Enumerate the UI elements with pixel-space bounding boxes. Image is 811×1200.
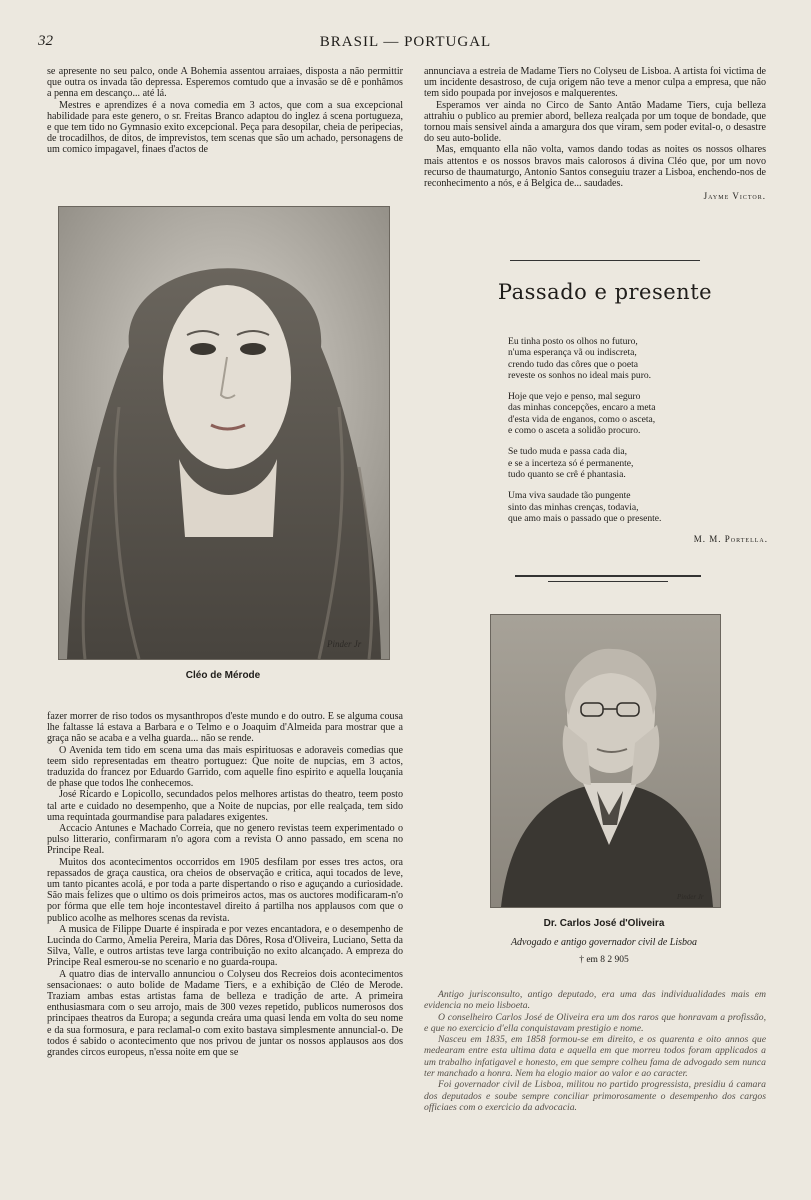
photographer-signature: Pinder Jr <box>677 893 704 901</box>
poem-stanza <box>508 490 768 524</box>
poem-stanza <box>508 446 768 480</box>
poem-line: e se a incerteza só é permanente, <box>508 457 634 469</box>
poem-line: reveste os sonhos no ideal mais puro. <box>508 369 652 381</box>
portrait-cleo-de-merode <box>58 206 390 660</box>
right-top-article <box>424 66 766 202</box>
paragraph: Foi governador civil de Lisboa, militou no partido progressista, presidiu á camara dos deputados e soube sempre conciliar primorosamente o desempenho dos cargos officiaes com o exercicio da advocacia. <box>424 1079 766 1113</box>
left-bottom-article <box>47 711 403 1058</box>
poem-line: Hoje que vejo e penso, mal seguro <box>508 391 641 403</box>
poem-stanza <box>508 391 768 436</box>
poem-line: das minhas concepções, encaro a meta <box>508 402 656 414</box>
divider <box>510 260 700 261</box>
portrait-caption: Cléo de Mérode <box>185 670 261 681</box>
photographer-signature: Pinder Jr <box>327 639 362 649</box>
left-top-article <box>47 66 403 156</box>
paragraph: Esperamos ver ainda no Circo de Santo Antão Madame Tiers, cuja belleza attrahiu o publico au premier abord, belleza realçada por um toque de bondade, que tornou mais sensivel ainda a amargura dos que viram, sem poder evital-o, o desastre do seu auto-bolide. <box>424 99 766 145</box>
portrait-illustration <box>491 615 720 907</box>
paragraph: Mas, emquanto ella não volta, vamos dando todas as noites os nossos olhares mais attentos e os nossos bravos mais calorosos á divina Cléo que, por um novo recurso de thaumaturgo, Antonio Santos conseguiu trazer a Lisboa, enchendo-nos de reconhecimento a nós, e á Belgica de... saudades. <box>424 144 766 190</box>
paragraph: Mestres e aprendizes é a nova comedia em 3 actos, que com a sua excepcional habilidade para este genero, o sr. Freitas Branco adaptou do inglez á scena portugueza, e que tem tido no Gymnasio exito excepcional. Peça para desopilar, cheia de peripecias, de trocadilhos, de ditos, de imprevistos, tem scenas que são um achado, personagens de um comico impagavel, finaes d'actos de <box>47 99 403 156</box>
death-date: † em 8 2 905 <box>579 955 629 965</box>
poem-line: crendo tudo das côres que o poeta <box>508 358 639 370</box>
portrait-subcaption: Advogado e antigo governador civil de Lisboa <box>510 937 698 948</box>
poem-line: e como o asceta a solidão procuro. <box>508 425 641 437</box>
divider <box>548 581 668 582</box>
paragraph: O Avenida tem tido em scena uma das mais espirituosas e adoraveis comedias que teem sido representadas em theatro portuguez: Que noite de nupcias, em 3 actos, traduzida do francez por Eduardo Garrido, com aquelle fino espirito e aquella louçania de phase que todos lhe conhecemos. <box>47 744 403 790</box>
biography <box>424 989 766 1113</box>
paragraph: O conselheiro Carlos José de Oliveira era um dos raros que honravam a profissão, e que no exercicio d'ella conquistavam prestigio e nome. <box>424 1011 766 1034</box>
paragraph: A quatro dias de intervallo annunciou o Colyseu dos Recreios dois acontecimentos sensacionaes: o auto bolide de Madame Tiers, e a exhibição de Cléo de Merode. Traziam ambas estas artistas fama de belleza e tradição de arte. A primeira enthusiasmara com o seu arrojo, mais de 300 vezes repetido, publicos numerosos dos principaes theatros da Europa; a segunda creára uma quasi lenda em volta do seu nome e da sua formosura, e para reclamal-o com exito bastava simplesmente annuncial-o. De todos é sabido o acontecimento que nos privou de juntar os nossos applausos aos dos grandes circos europeus, n'essa noite em que se <box>47 968 403 1059</box>
page-number: 32 <box>38 33 53 49</box>
paragraph: Nasceu em 1835, em 1858 formou-se em direito, e os quarenta e oito annos que medearam entre esta ultima data e aquella em que morreu todos foram applicados a um trabalho infatigavel e honesto, em que sempre colheu fama de advogado sem nunca ter manchado a honra. Nem ha elogio maior ao valor e ao caracter. <box>424 1034 766 1080</box>
poem-line: Eu tinha posto os olhos no futuro, <box>508 336 638 347</box>
poem-line: d'esta vida de enganos, como o asceta, <box>508 413 656 425</box>
portrait-caption: Dr. Carlos José d'Oliveira <box>543 918 665 929</box>
paragraph: José Ricardo e Lopicollo, secundados pelos melhores artistas do theatro, teem posto tal arte e cuidado no desempenho, que a Noite de nupcias, por elle realçada, tem sido uma requintada gourmandise para paladares exigentes. <box>47 789 403 823</box>
paragraph: Antigo jurisconsulto, antigo deputado, era uma das individualidades mais em evidencia no meio lisboeta. <box>424 989 766 1012</box>
portrait-illustration <box>59 207 389 659</box>
paragraph: A musica de Filippe Duarte é inspirada e por vezes encantadora, e o desempenho de Lucinda do Carmo, Amelia Pereira, Maria das Dôres, Rosa d'Oliveira, Luciano, Setta da Silva, Valle, e outros artistas teve larga contribuição no exito alcançado. A empreza do Principe Real esmerou-se no scenario e no guarda-roupa. <box>47 923 403 969</box>
poem-stanza <box>508 336 768 381</box>
poem-line: n'uma esperança vã ou indiscreta, <box>508 347 637 359</box>
paragraph: annunciava a estreia de Madame Tiers no Colyseu de Lisboa. A artista foi victima de um incidente desastroso, de cuja origem não teve a menor culpa a empresa, que não tem sido poupada por invejosos e malquerentes. <box>424 66 766 100</box>
paragraph: Accacio Antunes e Machado Correia, que no genero revistas teem experimentado o pulso litterario, confirmaram n'o agora com a revista O anno passado, em scena no Principe Real. <box>47 823 403 857</box>
poem-author: M. M. Portella. <box>693 534 768 545</box>
poem-line: que amo mais o passado que o presente. <box>508 512 662 524</box>
poem-line: Se tudo muda e passa cada dia, <box>508 446 628 458</box>
paragraph: Muitos dos acontecimentos occorridos em 1905 desfilam por esses tres actos, ora repassados de graça caustica, ora cheios de observação e critica, aqui tocados de leve, um tanto picantes acolá, e por toda a parte dispertando o riso e aguçando a curiosidade. São mais felizes que o ultimo os dois primeiros actos, mas os auctores modificaram-n'o por fórma que elle tem hoje incontestavel direito á partilha nos applausos com que o publico acolhe as melhores scenas da revista. <box>47 856 403 924</box>
poem <box>508 336 768 545</box>
paragraph: fazer morrer de riso todos os mysanthropos d'este mundo e do outro. E se alguma cousa lhe faltasse lá estava a Barbara e o Telmo e o Joaquim d'Almeida para mostrar que a graça não se acaba e a velha guarda... não se rende. <box>47 711 403 745</box>
poem-line: sinto das minhas crenças, todavia, <box>508 501 639 513</box>
divider <box>515 575 701 577</box>
author-signature: Jayme Victor. <box>703 191 766 202</box>
poem-title: Passado e presente <box>497 280 713 304</box>
paragraph: se apresente no seu palco, onde A Bohemia assentou arraiaes, disposta a não permittir que outra os invada tão depressa. Esperemos comtudo que a invasão se dê e ponhâmos a penna em descanço... até lá. <box>47 66 403 100</box>
poem-line: Uma viva saudade tão pungente <box>508 490 631 502</box>
page-title: BRASIL — PORTUGAL <box>319 34 492 50</box>
portrait-carlos-jose-d-oliveira <box>490 614 721 908</box>
poem-line: tudo quanto se crê é phantasia. <box>508 468 626 480</box>
